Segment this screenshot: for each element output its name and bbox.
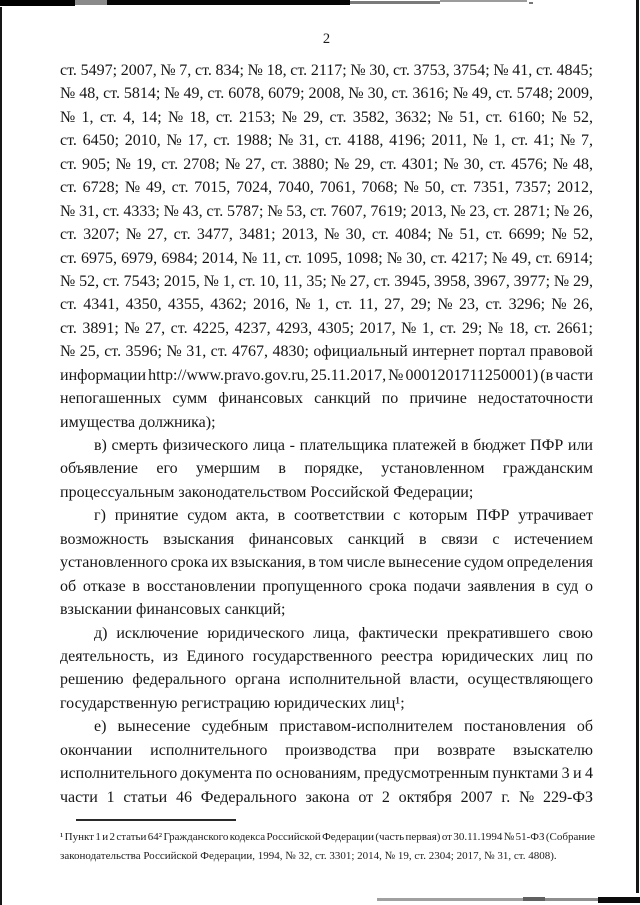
body-text-line: об отказе в восстановлении пропущенного срока подачи заявления в суд о [60, 577, 593, 595]
scan-artifact-bottom-bar [377, 898, 523, 901]
body-text-line: имущества должника); [60, 413, 216, 431]
body-text-line: установленного срока их взыскания, в том числе вынесение судом определения [60, 554, 593, 572]
scan-artifact-bottom-bar [523, 897, 545, 901]
page-number: 2 [322, 31, 331, 47]
scan-artifact-bottom-bar [545, 898, 598, 901]
body-text [60, 59, 593, 809]
footnote-line: ¹ Пункт 1 и 2 статьи 64² Гражданского кодекса Российской Федерации (часть первая) от 30.11.1994 № 51-ФЗ (Собрание [60, 831, 595, 843]
body-text-line: деятельность, из Единого государственного реестра юридических лиц по [60, 647, 593, 665]
scan-artifact-top-bar [75, 0, 107, 5]
scan-artifact-right-border [636, 0, 639, 893]
body-text-line: ст. 3891; № 27, ст. 4225, 4237, 4293, 4305; 2017, № 1, ст. 29; № 18, ст. 2661; [60, 319, 593, 337]
body-text-line: ст. 905; № 19, ст. 2708; № 27, ст. 3880; № 29, ст. 4301; № 30, ст. 4576; № 48, [60, 155, 593, 173]
body-text-line: ст. 5497; 2007, № 7, ст. 834; № 18, ст. 2117; № 30, ст. 3753, 3754; № 41, ст. 4845; [60, 62, 593, 79]
footnote-line: законодательства Российской Федерации, 1994, № 32, ст. 3301; 2014, № 19, ст. 2304; 2017, № 31, ст. 4808). [60, 850, 557, 862]
body-text-line: решению федерального органа исполнительной власти, осуществляющего [60, 671, 593, 689]
footnote-separator [76, 819, 236, 821]
body-text-line: в) смерть физического лица - плательщика платежей в бюджет ПФР или [94, 437, 593, 454]
body-text-line: ст. 6450; 2010, № 17, ст. 1988; № 31, ст. 4188, 4196; 2011, № 1, ст. 41; № 7, [60, 132, 593, 150]
scan-artifact-top-bar [0, 0, 75, 6]
body-text-line: е) вынесение судебным приставом-исполнителем постановления об [94, 718, 593, 736]
body-text-line: № 48, ст. 5814; № 49, ст. 6078, 6079; 2008, № 30, ст. 3616; № 49, ст. 5748; 2009, [60, 85, 593, 103]
body-text-line: возможность взыскания финансовых санкций в связи с истечением [60, 530, 593, 548]
body-text-line: № 25, ст. 3596; № 31, ст. 4767, 4830; официальный интернет портал правовой [60, 343, 593, 361]
scan-artifact-left-border [0, 7, 2, 905]
scan-artifact-bottom-bar [598, 897, 640, 903]
body-text-line: г) принятие судом акта, в соответствии с которым ПФР утрачивает [94, 507, 593, 525]
body-text-line: № 31, ст. 4333; № 43, ст. 5787; № 53, ст. 7607, 7619; 2013, № 23, ст. 2871; № 26, [60, 202, 593, 220]
body-text-line: части 1 статьи 46 Федерального закона от 2 октября 2007 г. № 229-ФЗ [60, 788, 593, 806]
body-text-line: государственную регистрацию юридических лиц¹; [60, 694, 405, 712]
scan-artifact-top-bar [529, 2, 533, 4]
body-text-line: ст. 6975, 6979, 6984; 2014, № 11, ст. 1095, 1098; № 30, ст. 4217; № 49, ст. 6914; [60, 249, 593, 267]
body-text-line: д) исключение юридического лица, фактически прекратившего свою [94, 624, 593, 642]
body-text-line: исполнительного документа по основаниям, предусмотренным пунктами 3 и 4 [60, 765, 593, 783]
body-text-line: № 52, ст. 7543; 2015, № 1, ст. 10, 11, 35; № 27, ст. 3945, 3958, 3967, 3977; № 29, [60, 272, 593, 290]
scan-artifact-top-bar [107, 0, 350, 5]
body-text-line: процессуальным законодательством Российской Федерации; [60, 483, 474, 501]
scan-artifact-top-bar [440, 0, 527, 2]
body-text-line: ст. 6728; № 49, ст. 7015, 7024, 7040, 7061, 7068; № 50, ст. 7351, 7357; 2012, [60, 179, 593, 197]
body-text-line: ст. 4341, 4350, 4355, 4362; 2016, № 1, ст. 11, 27, 29; № 23, ст. 3296; № 26, [60, 296, 593, 314]
body-text-line: ст. 3207; № 27, ст. 3477, 3481; 2013, № 30, ст. 4084; № 51, ст. 6699; № 52, [60, 226, 593, 244]
body-text-line: непогашенных сумм финансовых санкций по причине недостаточности [60, 390, 593, 408]
body-text-line: объявление его умершим в порядке, установленном гражданским [60, 460, 593, 478]
footnote [60, 828, 595, 866]
body-text-line: № 1, ст. 4, 14; № 18, ст. 2153; № 29, ст. 3582, 3632; № 51, ст. 6160; № 52, [60, 108, 593, 126]
body-text-line: окончании исполнительного производства при возврате взыскателю [60, 741, 593, 759]
scan-artifact-top-bar [350, 1, 440, 4]
body-text-line: взыскании финансовых санкций; [60, 601, 286, 619]
body-text-line: информации http://www.pravo.gov.ru, 25.11.2017, № 0001201711250001) (в части [60, 366, 593, 384]
